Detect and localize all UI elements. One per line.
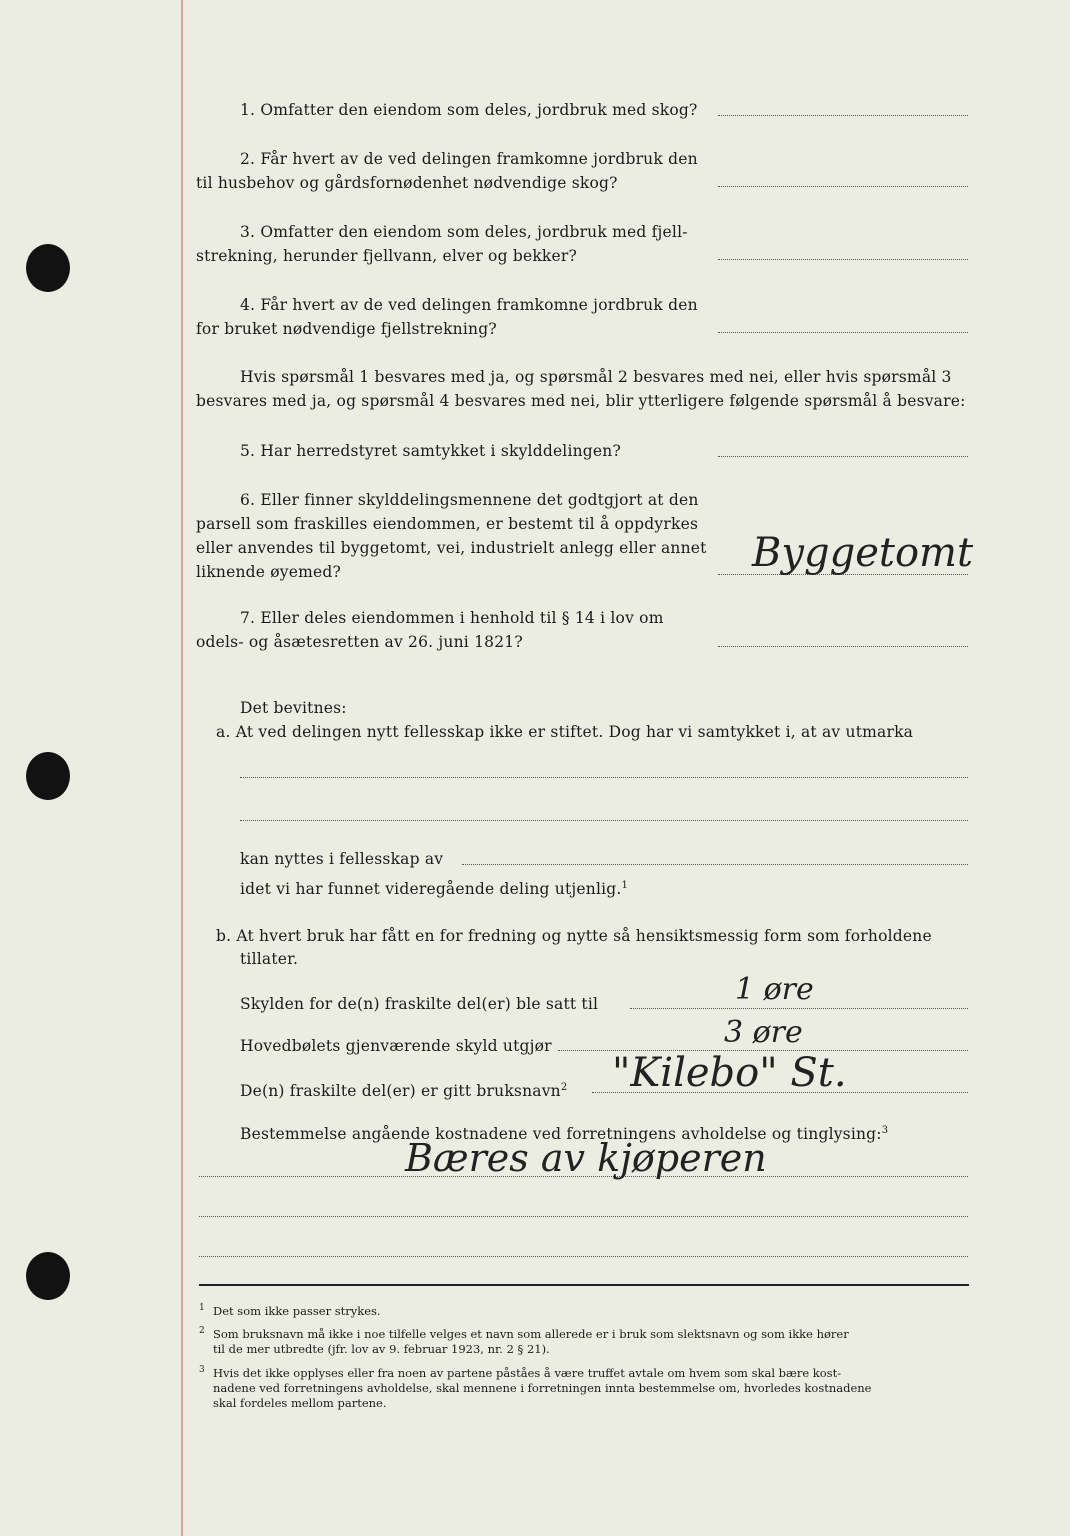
question-7-line-2: odels- og åsætesretten av 26. juni 1821? [196, 633, 523, 651]
footnote-2-number: 2 [199, 1326, 205, 1336]
question-2-line-1: 2. Får hvert av de ved delingen framkomne jordbruk den [240, 150, 698, 168]
footnote-2-line-2: til de mer utbredte (jfr. lov av 9. februar 1923, nr. 2 § 21). [213, 1342, 550, 1356]
bestemmelse-label: Bestemmelse angående kostnadene ved forretningens avholdelse og tinglysing:$^3$ [240, 1125, 889, 1144]
skylden-label: Skylden for de(n) fraskilte del(er) ble satt til [240, 995, 599, 1013]
footnote-1: Det som ikke passer strykes. [213, 1304, 381, 1318]
utjenlig-text: idet vi har funnet videregående deling utjenlig.$^1$ [240, 880, 629, 899]
hovedbol-handwritten: 3 øre [724, 1015, 803, 1050]
footnote-2-line-1: Som bruksnavn må ikke i noe tilfelle velges et navn som allerede er i bruk som slektsnavn og som ikke hører [213, 1327, 849, 1341]
section-a-line-2[interactable] [240, 820, 968, 821]
fellesskap-label: kan nyttes i fellesskap av [240, 850, 444, 868]
skylden-handwritten: 1 øre [735, 972, 814, 1007]
section-b-line-1: b. At hvert bruk har fått en for fredning og nytte så hensiktsmessig form som forholdene [216, 927, 932, 945]
bruksnavn-handwritten: "Kilebo" St. [612, 1050, 847, 1096]
punch-hole [26, 1252, 70, 1300]
bevitnes-heading: Det bevitnes: [240, 699, 347, 717]
question-1: 1. Omfatter den eiendom som deles, jordbruk med skog? [240, 101, 698, 119]
question-2-line-2: til husbehov og gårdsfornødenhet nødvendige skog? [196, 174, 618, 192]
question-4-line-2: for bruket nødvendige fjellstrekning? [196, 320, 497, 338]
bestemmelse-handwritten: Bæres av kjøperen [405, 1136, 767, 1180]
bestemmelse-line-3[interactable] [199, 1256, 968, 1257]
answer-line-5[interactable] [718, 456, 968, 457]
answer-line-1[interactable] [718, 115, 968, 116]
fellesskap-line[interactable] [462, 864, 968, 865]
conditional-line-2: besvares med ja, og spørsmål 4 besvares med nei, blir ytterligere følgende spørsmål å besvare: [196, 392, 966, 410]
footnote-3-line-1: Hvis det ikke opplyses eller fra noen av partene påståes å være truffet avtale om hvem som skal bære kost- [213, 1366, 842, 1380]
answer-line-2[interactable] [718, 186, 968, 187]
hovedbol-label: Hovedbølets gjenværende skyld utgjør [240, 1037, 552, 1055]
footnote-1-number: 1 [199, 1303, 205, 1313]
footnote-3-line-3: skal fordeles mellom partene. [213, 1396, 387, 1410]
bruksnavn-label: De(n) fraskilte del(er) er gitt bruksnavn$^2$ [240, 1082, 568, 1101]
punch-hole [26, 752, 70, 800]
question-3-line-1: 3. Omfatter den eiendom som deles, jordbruk med fjell- [240, 223, 688, 241]
question-5: 5. Har herredstyret samtykket i skylddelingen? [240, 442, 621, 460]
question-3-line-2: strekning, herunder fjellvann, elver og bekker? [196, 247, 578, 265]
question-6-line-2: parsell som fraskilles eiendommen, er bestemt til å oppdyrkes [196, 515, 699, 533]
question-7-line-1: 7. Eller deles eiendommen i henhold til § 14 i lov om [240, 609, 664, 627]
question-4-line-1: 4. Får hvert av de ved delingen framkomne jordbruk den [240, 296, 698, 314]
question-6-line-3: eller anvendes til byggetomt, vei, industrielt anlegg eller annet [196, 539, 707, 557]
conditional-line-1: Hvis spørsmål 1 besvares med ja, og spørsmål 2 besvares med nei, eller hvis spørsmål 3 [240, 368, 952, 386]
answer-line-3[interactable] [718, 259, 968, 260]
question-6-line-4: liknende øyemed? [196, 563, 342, 581]
answer-line-7[interactable] [718, 646, 968, 647]
skylden-line[interactable] [630, 1008, 968, 1009]
bestemmelse-line-2[interactable] [199, 1216, 968, 1217]
question-6-line-1: 6. Eller finner skylddelingsmennene det godtgjort at den [240, 491, 699, 509]
section-a-text: a. At ved delingen nytt fellesskap ikke er stiftet. Dog har vi samtykket i, at av utmarka [216, 723, 914, 741]
footnote-3-line-2: nadene ved forretningens avholdelse, skal mennene i forretningen innta bestemmelse om, hvorledes kostnadene [213, 1381, 872, 1395]
section-a-line-1[interactable] [240, 777, 968, 778]
margin-line [181, 0, 183, 1536]
section-b-line-2: tillater. [240, 950, 299, 968]
punch-hole [26, 244, 70, 292]
answer-line-4[interactable] [718, 332, 968, 333]
footnote-separator [199, 1284, 969, 1286]
footnote-3-number: 3 [199, 1365, 205, 1375]
answer-6-handwritten: Byggetomt [752, 530, 974, 576]
